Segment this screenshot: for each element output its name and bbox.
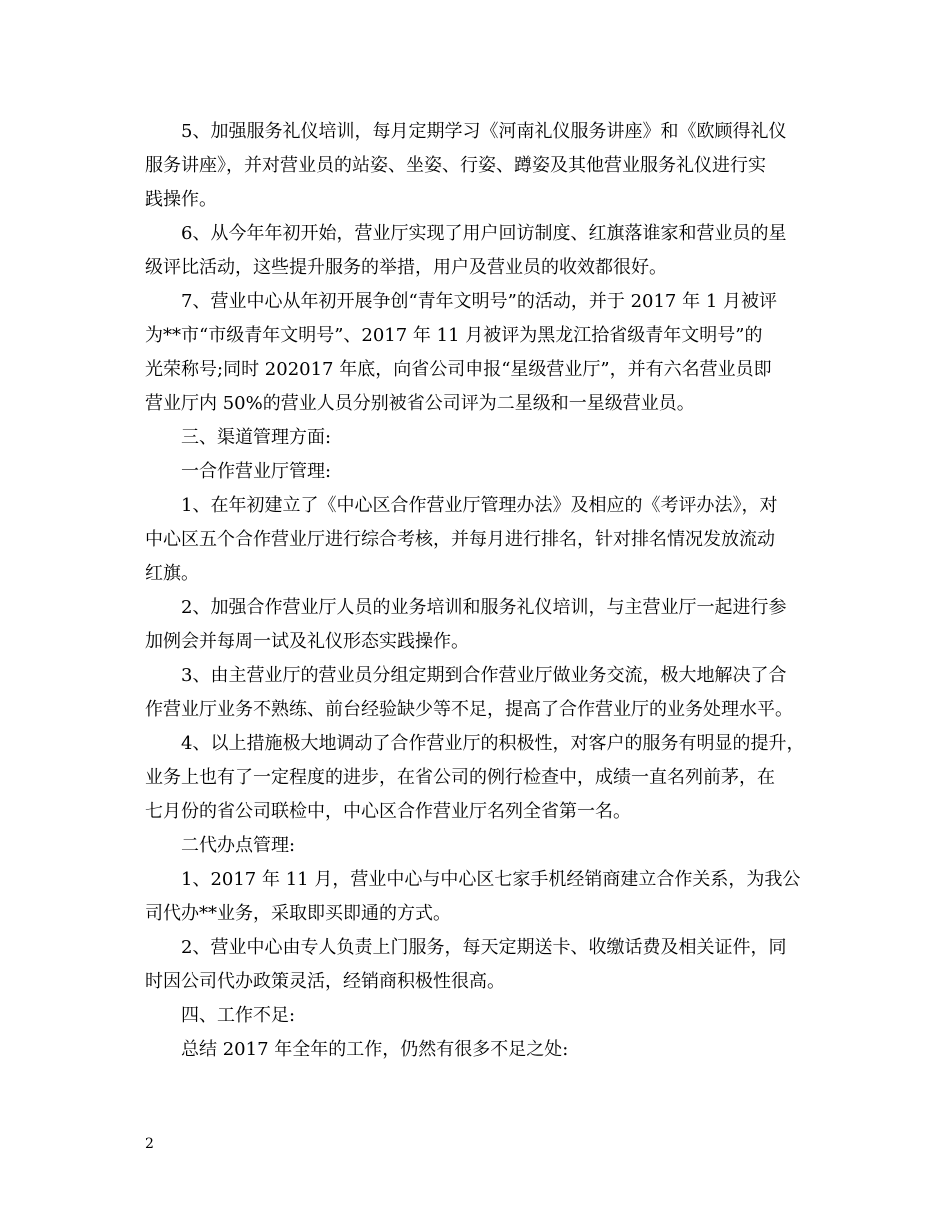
page-number: 2 xyxy=(145,1136,154,1152)
paragraph-start-line: 1、在年初建立了《中心区合作营业厅管理办法》及相应的《考评办法》，对 xyxy=(181,495,778,516)
paragraph-start-line: 二代办点管理: xyxy=(181,835,296,856)
paragraph-start-line: 2、营业中心由专人负责上门服务，每天定期送卡、收缴话费及相关证件，同 xyxy=(181,937,787,958)
paragraph-start-line: 四、工作不足: xyxy=(181,1005,296,1026)
paragraph-start-line: 1、2017 年 11 月，营业中心与中心区七家手机经销商建立合作关系，为我公 xyxy=(181,869,801,890)
paragraph-line: 级评比活动，这些提升服务的举措，用户及营业员的收效都很好。 xyxy=(145,257,667,278)
paragraph-line: 红旗。 xyxy=(145,563,199,584)
paragraph-start-line: 7、营业中心从年初开展争创“青年文明号”的活动，并于 2017 年 1 月被评 xyxy=(181,291,778,312)
document-body xyxy=(145,115,835,1067)
paragraph-start-line: 一合作营业厅管理: xyxy=(181,461,332,482)
paragraph-line: 作营业厅业务不熟练、前台经验缺少等不足，提高了合作营业厅的业务处理水平。 xyxy=(145,699,793,720)
paragraph-line: 营业厅内 50%的营业人员分别被省公司评为二星级和一星级营业员。 xyxy=(145,393,695,414)
paragraph-line: 为**市“市级青年文明号”、2017 年 11 月被评为黑龙江拾省级青年文明号”的 xyxy=(145,325,763,346)
paragraph-line: 践操作。 xyxy=(145,189,217,210)
paragraph-start-line: 三、渠道管理方面: xyxy=(181,427,332,448)
paragraph-start-line: 6、从今年年初开始，营业厅实现了用户回访制度、红旗落谁家和营业员的星 xyxy=(181,223,787,244)
paragraph-line: 七月份的省公司联检中，中心区合作营业厅名列全省第一名。 xyxy=(145,801,631,822)
paragraph-line: 司代办**业务，采取即买即通的方式。 xyxy=(145,903,451,924)
paragraph-start-line: 4、以上措施极大地调动了合作营业厅的积极性，对客户的服务有明显的提升， xyxy=(181,733,805,754)
paragraph-line: 中心区五个合作营业厅进行综合考核，并每月进行排名，针对排名情况发放流动 xyxy=(145,529,775,550)
paragraph-line: 加例会并每周一试及礼仪形态实践操作。 xyxy=(145,631,469,652)
paragraph-line: 服务讲座》，并对营业员的站姿、坐姿、行姿、蹲姿及其他营业服务礼仪进行实 xyxy=(145,155,766,176)
paragraph-start-line: 2、加强合作营业厅人员的业务培训和服务礼仪培训，与主营业厅一起进行参 xyxy=(181,597,787,618)
paragraph-start-line: 3、由主营业厅的营业员分组定期到合作营业厅做业务交流，极大地解决了合 xyxy=(181,665,787,686)
paragraph-line: 时因公司代办政策灵活，经销商积极性很高。 xyxy=(145,971,505,992)
paragraph-line: 业务上也有了一定程度的进步，在省公司的例行检查中，成绩一直名列前茅，在 xyxy=(145,767,775,788)
paragraph-start-line: 总结 2017 年全年的工作，仍然有很多不足之处: xyxy=(181,1039,569,1060)
paragraph-start-line: 5、加强服务礼仪培训，每月定期学习《河南礼仪服务讲座》和《欧顾得礼仪 xyxy=(181,121,787,142)
paragraph-line: 光荣称号;同时 202017 年底，向省公司申报“星级营业厅”，并有六名营业员即 xyxy=(145,359,772,380)
